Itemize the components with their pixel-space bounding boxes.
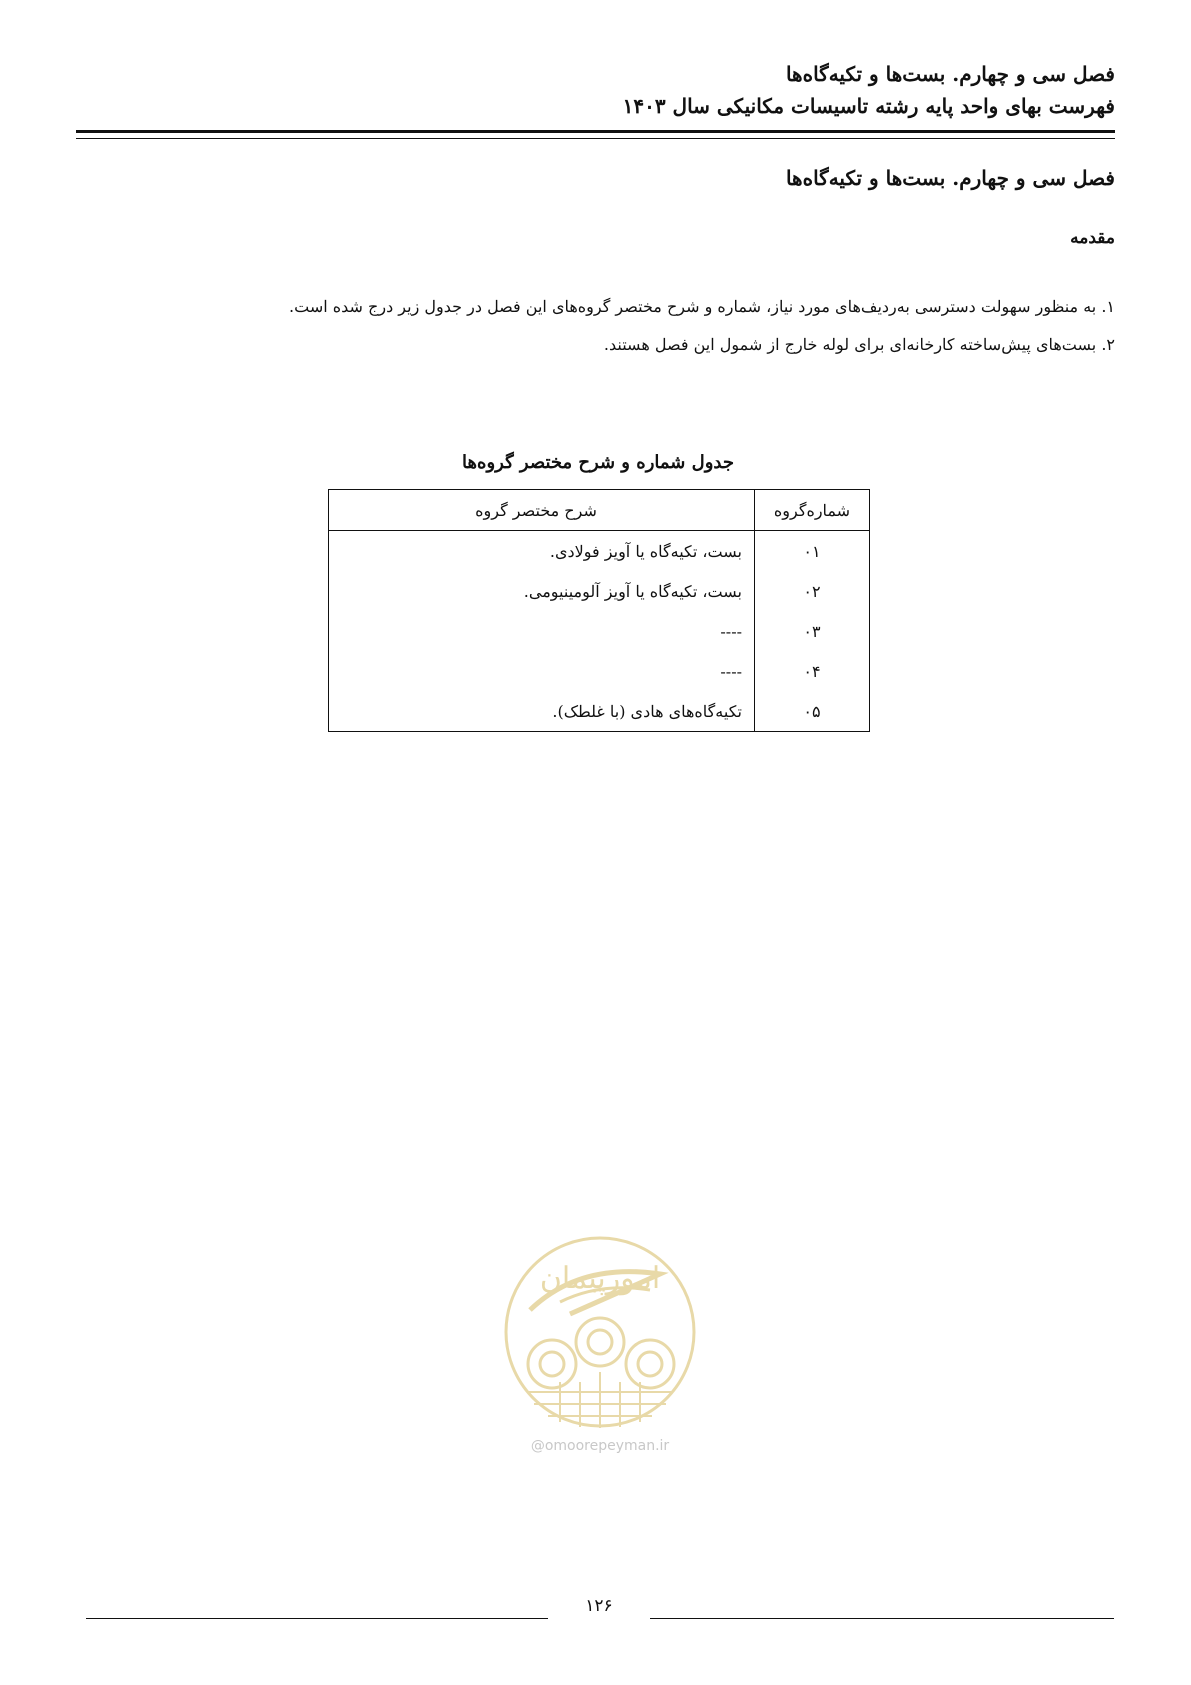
group-description: ---- [329,611,755,651]
header-number: شماره‌گروه [755,490,870,531]
groups-table [328,489,870,732]
paragraph-2: ۲. بست‌های پیش‌ساخته کارخانه‌ای برای لوله خارج از شمول این فصل هستند. [603,335,1115,354]
table-row [329,691,870,732]
header-document-title: فهرست بهای واحد پایه رشته تاسیسات مکانیکی سال ۱۴۰۳ [622,94,1115,118]
watermark-logo-icon [500,1232,700,1432]
footer-divider-left [86,1618,548,1619]
group-number: ۰۱ [755,531,870,572]
intro-paragraphs [120,288,1115,364]
group-number: ۰۵ [755,691,870,732]
header-description: شرح مختصر گروه [329,490,755,531]
watermark-url: @omoorepeyman.ir [530,1438,670,1454]
watermark-logo-text: امورپیمان [539,1261,661,1296]
header-divider [76,130,1115,139]
table-row [329,571,870,611]
group-number: ۰۴ [755,651,870,691]
chapter-title: فصل سی و چهارم. بست‌ها و تکیه‌گاه‌ها [785,166,1115,190]
group-description: ---- [329,651,755,691]
group-description: تکیه‌گاه‌های هادی (با غلطک). [329,691,755,732]
group-description: بست، تکیه‌گاه یا آویز آلومینیومی. [329,571,755,611]
intro-heading: مقدمه [1070,228,1115,248]
table-row [329,611,870,651]
table-header-row [329,490,870,531]
page-number: ۱۲۶ [585,1596,613,1616]
table-caption: جدول شماره و شرح مختصر گروه‌ها [462,452,734,473]
header-chapter-title: فصل سی و چهارم. بست‌ها و تکیه‌گاه‌ها [785,62,1115,86]
footer-divider-right [650,1618,1114,1619]
group-number: ۰۳ [755,611,870,651]
group-description: بست، تکیه‌گاه یا آویز فولادی. [329,531,755,572]
table-row [329,651,870,691]
paragraph-1: ۱. به منظور سهولت دسترسی به‌ردیف‌های مورد نیاز، شماره و شرح مختصر گروه‌های این فصل در جدول زیر درج شده است. [289,297,1115,316]
page-header [76,58,1115,122]
table-row [329,531,870,572]
group-number: ۰۲ [755,571,870,611]
